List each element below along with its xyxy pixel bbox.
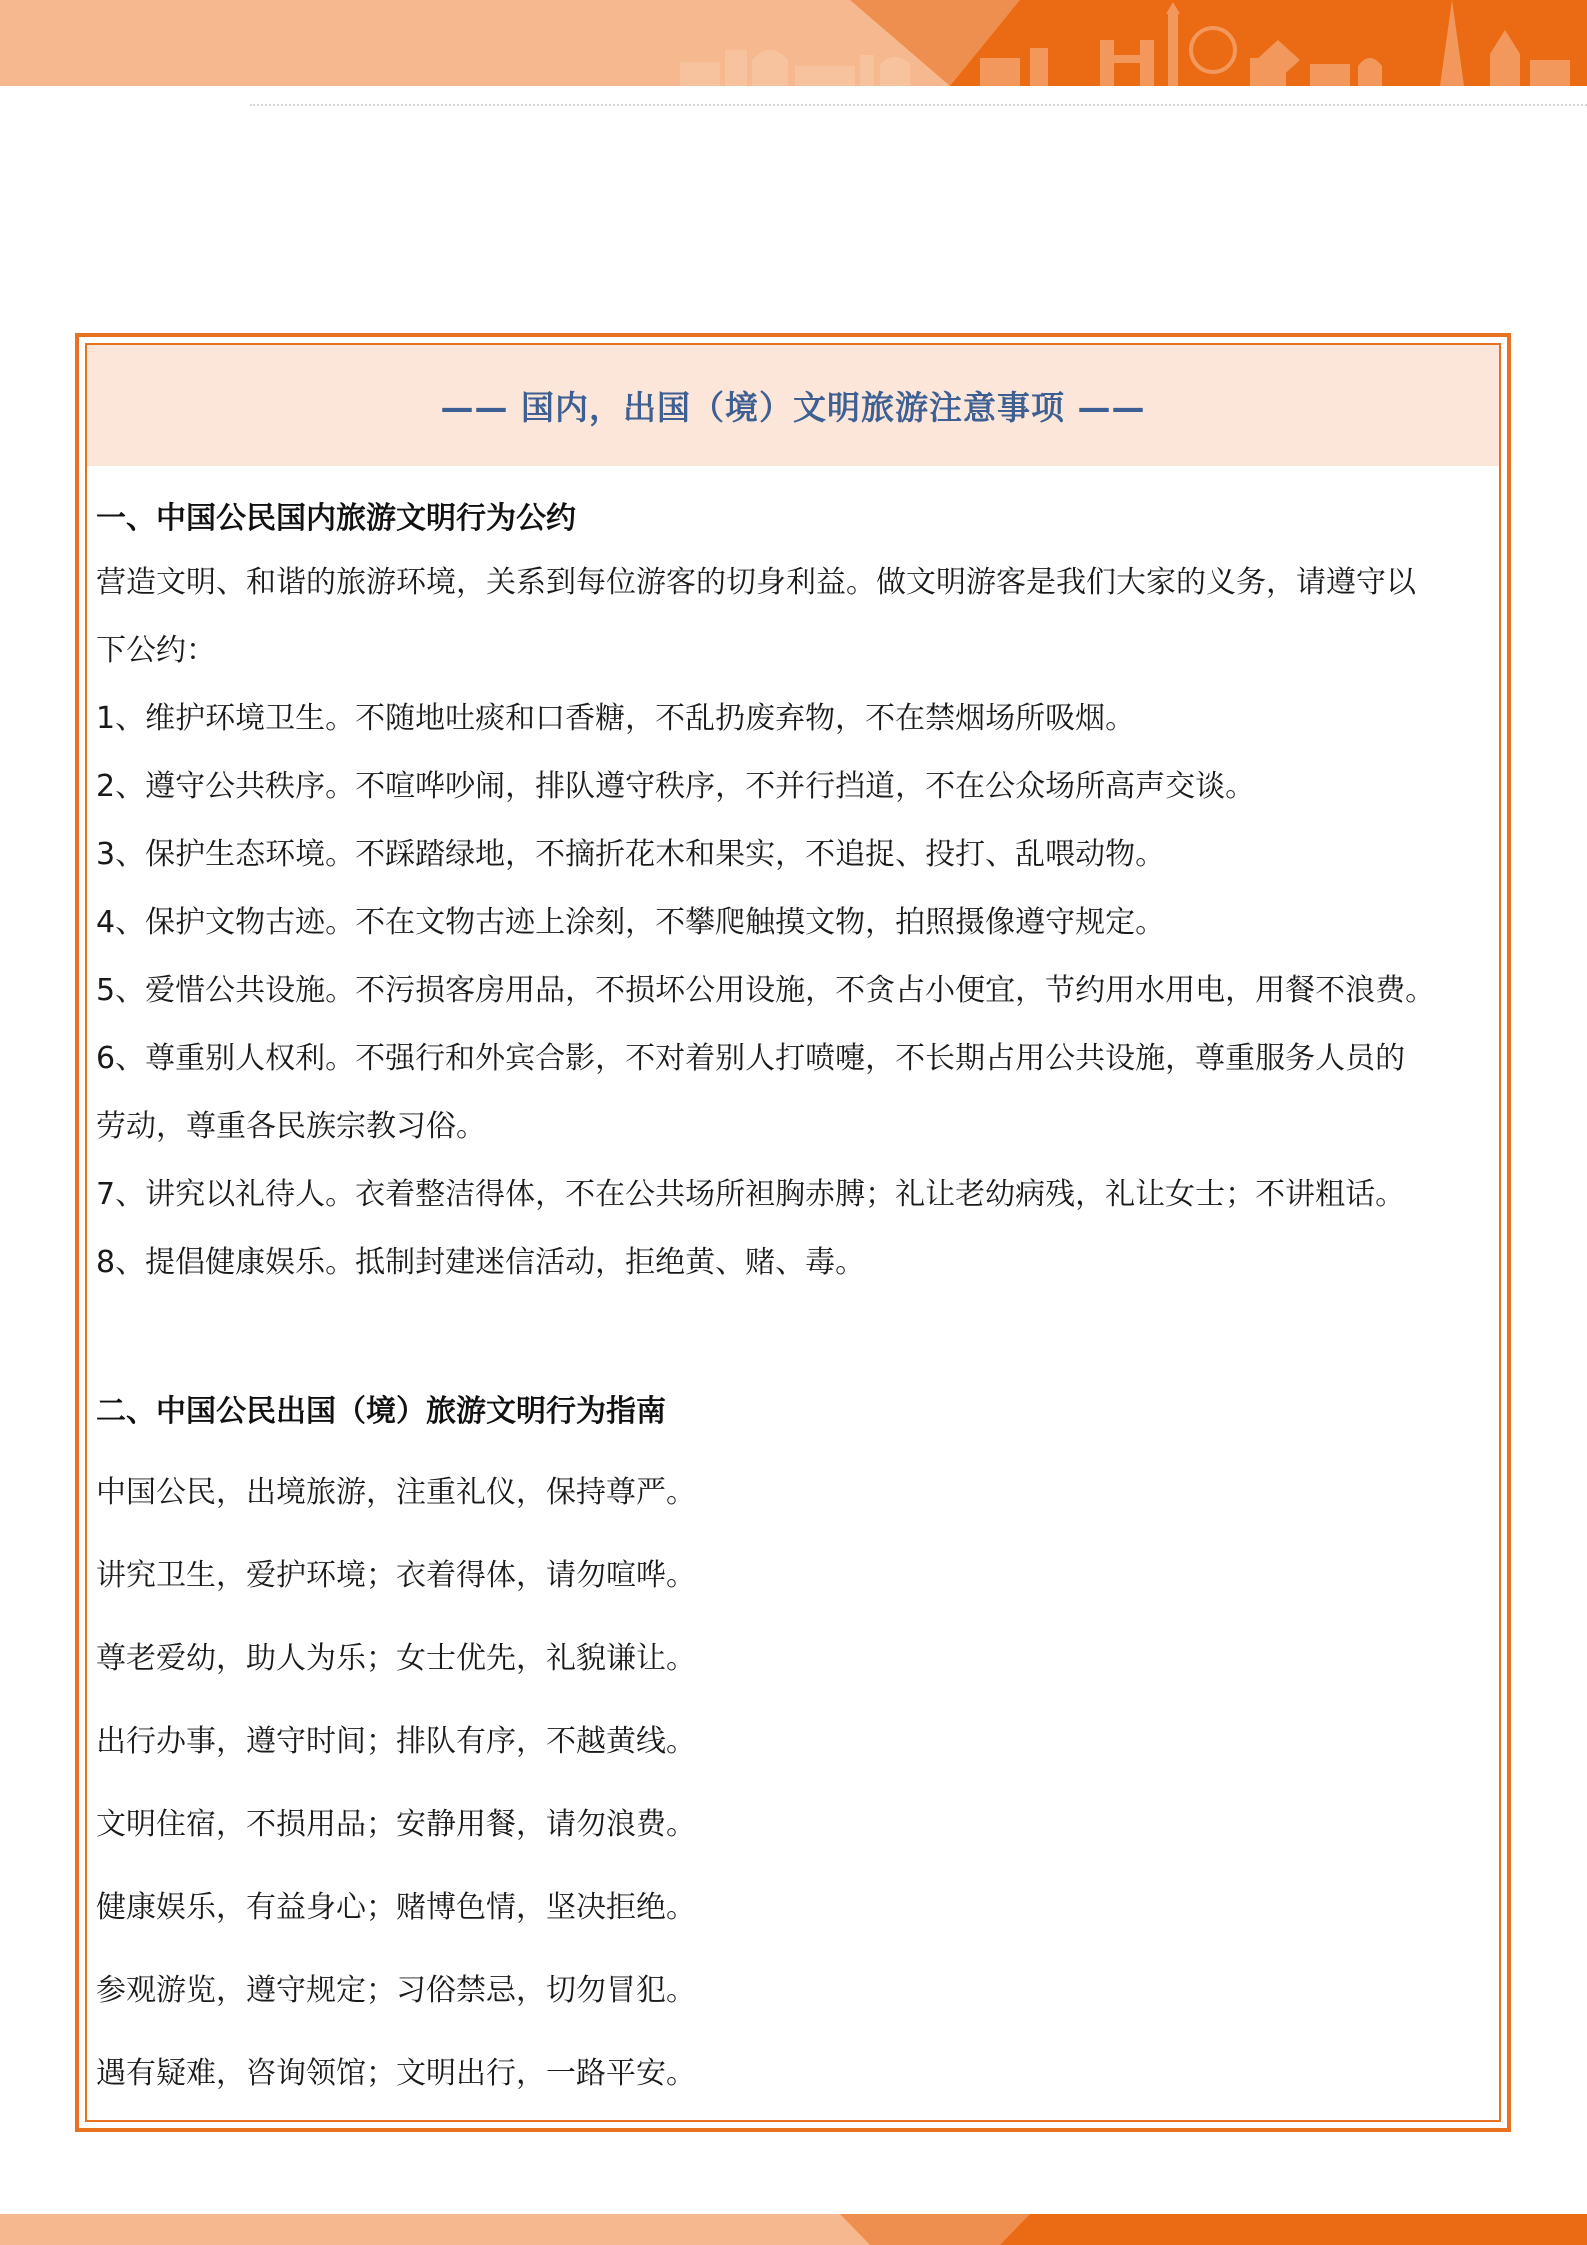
guide-line: 中国公民，出境旅游，注重礼仪，保持尊严。: [96, 1475, 696, 1510]
guide-line: 遇有疑难，咨询领馆；文明出行，一路平安。: [96, 2056, 696, 2091]
guide-line: 讲究卫生，爱护环境；衣着得体，请勿喧哗。: [96, 1558, 696, 1593]
guide-line: 健康娱乐，有益身心；赌博色情，坚决拒绝。: [96, 1890, 696, 1925]
guide-line: 尊老爱幼，助人为乐；女士优先，礼貌谦让。: [96, 1641, 696, 1676]
section2-heading: 二、中国公民出国（境）旅游文明行为指南: [96, 1394, 666, 1429]
page-title: —— 国内，出国（境）文明旅游注意事项 ——: [440, 388, 1146, 427]
section1-heading: 一、中国公民国内旅游文明行为公约: [96, 501, 576, 536]
rule-item: 5、爱惜公共设施。不污损客房用品，不损坏公用设施，不贪占小便宜，节约用水用电，用餐不浪费。: [96, 973, 1436, 1008]
rule-item: 2、遵守公共秩序。不喧哗吵闹，排队遵守秩序，不并行挡道，不在公众场所高声交谈。: [96, 769, 1256, 804]
section1-intro-line2: 下公约：: [96, 633, 216, 668]
top-banner: [0, 0, 1587, 86]
rule-item: 4、保护文物古迹。不在文物古迹上涂刻，不攀爬触摸文物，拍照摄像遵守规定。: [96, 905, 1166, 940]
section1-body: [96, 549, 1516, 1297]
section1-intro-line1: 营造文明、和谐的旅游环境，关系到每位游客的切身利益。做文明游客是我们大家的义务，请遵守以: [96, 565, 1416, 600]
rule-item: 7、讲究以礼待人。衣着整洁得体，不在公共场所袒胸赤膊；礼让老幼病残，礼让女士；不讲粗话。: [96, 1177, 1406, 1212]
rule-item: 1、维护环境卫生。不随地吐痰和口香糖，不乱扔废弃物，不在禁烟场所吸烟。: [96, 701, 1136, 736]
rule-item: 3、保护生态环境。不踩踏绿地，不摘折花木和果实，不追捉、投打、乱喂动物。: [96, 837, 1166, 872]
bottom-banner: [0, 2214, 1587, 2245]
guide-line: 参观游览，遵守规定；习俗禁忌，切勿冒犯。: [96, 1973, 696, 2008]
title-bar: [87, 345, 1499, 466]
rule-item: 8、提倡健康娱乐。抵制封建迷信活动，拒绝黄、赌、毒。: [96, 1245, 866, 1280]
notice-frame-inner: [85, 343, 1501, 2122]
notice-frame: [75, 333, 1511, 2132]
section2-body: [96, 1451, 696, 2115]
header-divider: [250, 104, 1587, 106]
guide-line: 文明住宿，不损用品；安静用餐，请勿浪费。: [96, 1807, 696, 1842]
rule-item: 6、尊重别人权利。不强行和外宾合影，不对着别人打喷嚏，不长期占用公共设施，尊重服务人员的: [96, 1041, 1406, 1076]
rule-item: 劳动，尊重各民族宗教习俗。: [96, 1109, 486, 1144]
guide-line: 出行办事，遵守时间；排队有序，不越黄线。: [96, 1724, 696, 1759]
